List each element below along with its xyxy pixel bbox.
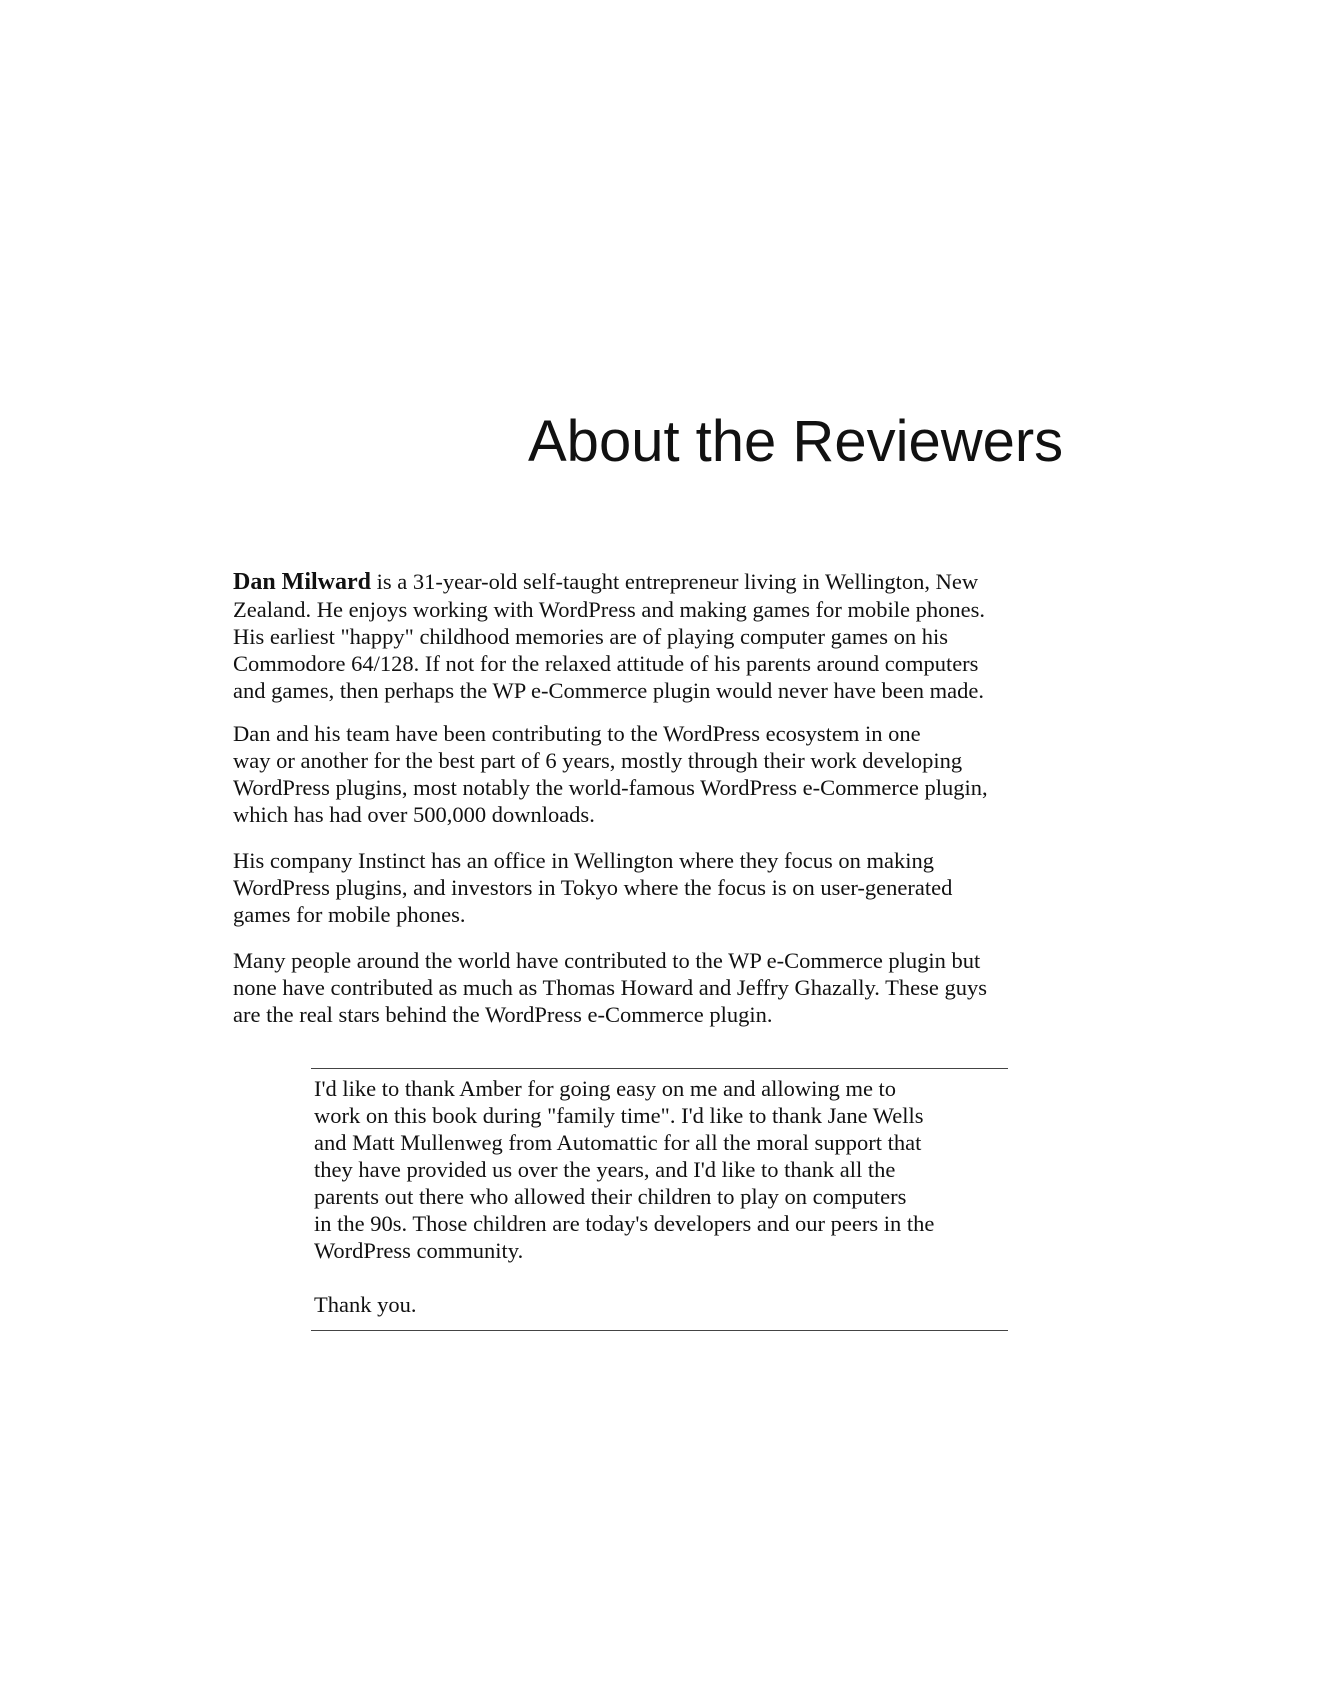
box-top-rule [311,1068,1008,1069]
text-line: His company Instinct has an office in Wellington where they focus on making [233,848,934,873]
text-line: WordPress community. [314,1238,524,1263]
text-line: and Matt Mullenweg from Automattic for all the moral support that [314,1130,922,1155]
text-line: is a 31-year-old self-taught entrepreneur living in Wellington, New [371,569,979,594]
text-line: Many people around the world have contributed to the WP e-Commerce plugin but [233,948,981,973]
text-line: they have provided us over the years, and I'd like to thank all the [314,1157,896,1182]
reviewer-name: Dan Milward [233,569,371,595]
text-line: Dan and his team have been contributing to the WordPress ecosystem in one [233,721,921,746]
text-line: in the 90s. Those children are today's developers and our peers in the [314,1211,935,1236]
bio-paragraph-1 [233,568,985,704]
text-line: parents out there who allowed their children to play on computers [314,1184,907,1209]
text-line: I'd like to thank Amber for going easy on me and allowing me to [314,1076,897,1101]
text-line: none have contributed as much as Thomas Howard and Jeffry Ghazally. These guys [233,975,987,1000]
bio-paragraph-2 [233,720,988,828]
bio-paragraph-4 [233,947,987,1028]
page-title: About the Reviewers [528,409,1064,474]
text-line: which has had over 500,000 downloads. [233,802,595,827]
text-line: Zealand. He enjoys working with WordPress and making games for mobile phones. [233,597,986,622]
text-line: work on this book during "family time". I'd like to thank Jane Wells [314,1103,924,1128]
bio-paragraph-3 [233,847,952,928]
text-line: WordPress plugins, most notably the world-famous WordPress e-Commerce plugin, [233,775,988,800]
text-line: Commodore 64/128. If not for the relaxed attitude of his parents around computers [233,651,979,676]
box-bottom-rule [311,1330,1008,1331]
text-line: games for mobile phones. [233,902,466,927]
text-line: His earliest "happy" childhood memories are of playing computer games on his [233,624,949,649]
text-line: way or another for the best part of 6 years, mostly through their work developing [233,748,963,773]
text-line: and games, then perhaps the WP e-Commerce plugin would never have been made. [233,678,985,703]
text-line: are the real stars behind the WordPress e-Commerce plugin. [233,1002,773,1027]
thanks-line: Thank you. [314,1292,417,1317]
text-line: WordPress plugins, and investors in Tokyo where the focus is on user-generated [233,875,953,900]
acknowledgement-box [314,1075,934,1318]
